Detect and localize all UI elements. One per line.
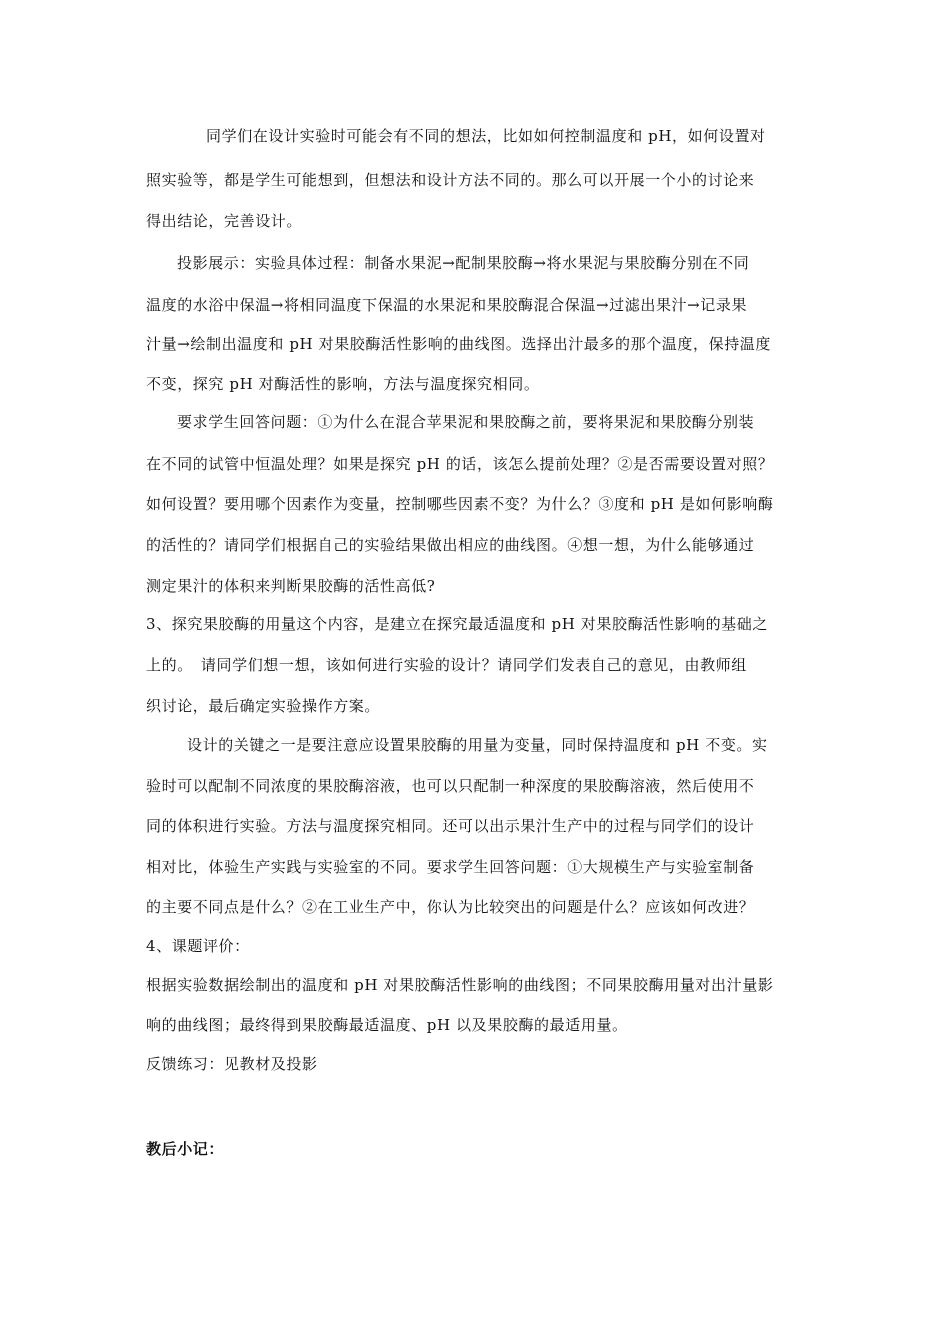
section-3-line: 3、探究果胶酶的用量这个内容，是建立在探究最适温度和 pH 对果胶酶活性影响的基础之 xyxy=(146,615,768,633)
paragraph-line: 照实验等，都是学生可能想到，但想法和设计方法不同的。那么可以开展一个小的讨论来 xyxy=(146,171,755,189)
paragraph-line: 相对比，体验生产实践与实验室的不同。要求学生回答问题：①大规模生产与实验室制备 xyxy=(146,858,755,876)
paragraph-line: 织讨论，最后确定实验操作方案。 xyxy=(146,697,381,715)
paragraph-line: 根据实验数据绘制出的温度和 pH 对果胶酶活性影响的曲线图；不同果胶酶用量对出汁量影 xyxy=(146,976,774,994)
paragraph-line: 响的曲线图；最终得到果胶酶最适温度、pH 以及果胶酶的最适用量。 xyxy=(146,1016,628,1034)
paragraph-line: 设计的关键之一是要注意应设置果胶酶的用量为变量，同时保持温度和 pH 不变。实 xyxy=(187,736,768,754)
paragraph-line: 同学们在设计实验时可能会有不同的想法，比如如何控制温度和 pH，如何设置对 xyxy=(206,127,766,145)
paragraph-line: 上的。 请同学们想一想，该如何进行实验的设计？请同学们发表自己的意见，由教师组 xyxy=(146,656,747,674)
paragraph-line: 要求学生回答问题：①为什么在混合苹果泥和果胶酶之前，要将果泥和果胶酶分别装 xyxy=(177,413,755,431)
paragraph-line: 的活性的？请同学们根据自己的实验结果做出相应的曲线图。④想一想，为什么能够通过 xyxy=(146,536,755,554)
paragraph-line: 在不同的试管中恒温处理？如果是探究 pH 的话，该怎么提前处理？②是否需要设置对照？ xyxy=(146,455,774,473)
section-4-heading: 4、课题评价： xyxy=(146,937,250,955)
after-class-notes-heading: 教后小记： xyxy=(146,1140,225,1158)
paragraph-line: 的主要不同点是什么？②在工业生产中，你认为比较突出的问题是什么？应该如何改进？ xyxy=(146,898,755,916)
feedback-line: 反馈练习：见教材及投影 xyxy=(146,1055,318,1073)
paragraph-line: 如何设置？要用哪个因素作为变量，控制哪些因素不变？为什么？③度和 pH 是如何影响酶 xyxy=(146,495,774,513)
paragraph-line: 同的体积进行实验。方法与温度探究相同。还可以出示果汁生产中的过程与同学们的设计 xyxy=(146,817,755,835)
paragraph-line: 投影展示：实验具体过程：制备水果泥→配制果胶酶→将水果泥与果胶酶分别在不同 xyxy=(177,254,750,272)
paragraph-line: 温度的水浴中保温→将相同温度下保温的水果泥和果胶酶混合保温→过滤出果汁→记录果 xyxy=(146,296,748,314)
paragraph-line: 验时可以配制不同浓度的果胶酶溶液，也可以只配制一种深度的果胶酶溶液，然后使用不 xyxy=(146,777,755,795)
paragraph-line: 测定果汁的体积来判断果胶酶的活性高低? xyxy=(146,577,436,595)
paragraph-line: 得出结论，完善设计。 xyxy=(146,212,303,230)
paragraph-line: 不变，探究 pH 对酶活性的影响，方法与温度探究相同。 xyxy=(146,375,540,393)
paragraph-line: 汁量→绘制出温度和 pH 对果胶酶活性影响的曲线图。选择出汁最多的那个温度，保持温度 xyxy=(146,335,771,353)
